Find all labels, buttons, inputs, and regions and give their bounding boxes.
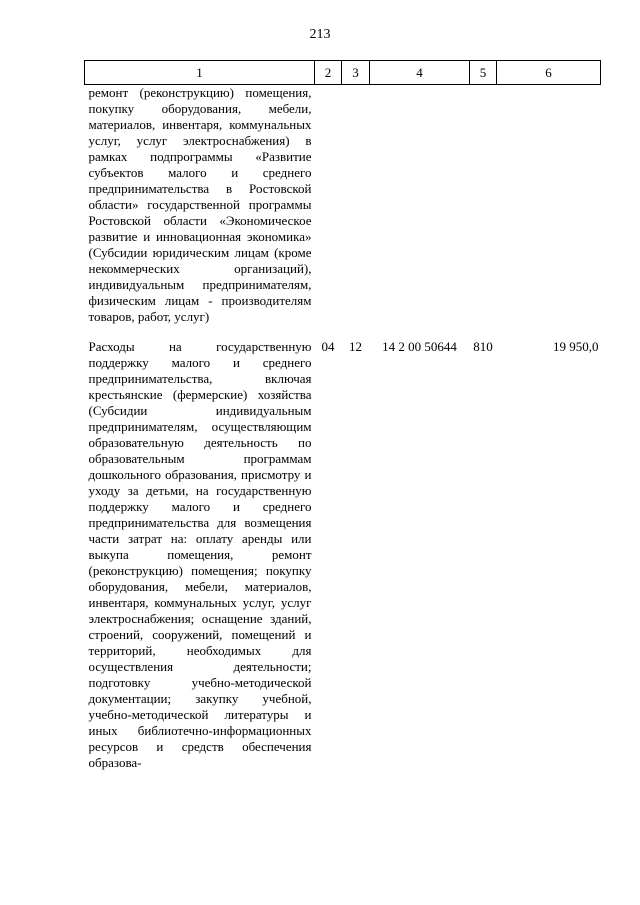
table-header-row: [85, 61, 601, 85]
column-header: 5: [470, 61, 497, 85]
row-target-article: 14 2 00 50644: [382, 339, 457, 354]
column-header: 4: [370, 61, 470, 85]
table-row: [85, 325, 601, 771]
column-header: 6: [497, 61, 601, 85]
row-subsection: 12: [349, 339, 362, 354]
row-section: [315, 85, 342, 326]
row-subsection: [342, 85, 370, 326]
row-description: ремонт (реконструкцию) помещения, покупку оборудования, мебели, материалов, инвентаря, коммунальных услуг, услуг электроснабжения) в рамках подпрограммы «Развитие субъектов малого и среднего предпринимательства в Ростовской области» государственной программы Ростовской области «Экономическое развитие и инновационная экономика» (Субсидии юридическим лицам (кроме некоммерческих организаций), индивидуальным предпринимателям, физическим лицам - производителям товаров, работ, услуг): [88, 85, 312, 324]
table-row: [85, 85, 601, 326]
row-expense-type: 810: [473, 339, 493, 354]
column-header: 2: [315, 61, 342, 85]
page-number: 213: [309, 27, 331, 42]
row-target-article: [370, 85, 470, 326]
column-header: 1: [85, 61, 315, 85]
row-description: Расходы на государственную поддержку малого и среднего предпринимательства, включая крестьянские (фермерские) хозяйства (Субсидии индивидуальным предпринимателям, осуществляющим образовательную деятельность по образовательным программам дошкольного образования, присмотру и уходу за детьми, на государственную поддержку малого и среднего предпринимательства для возмещения части затрат на: оплату аренды или выкупа помещения, ремонт (реконструкцию) помещения; покупку оборудования, мебели, материалов, инвентаря, коммунальных услуг, услуг электроснабжения; оснащение зданий, строений, сооружений, помещений и территорий, необходимых для осуществления деятельности; подготовку учебно-методической документации; закупку учебной, учебно-методической литературы и иных библиотечно-информационных ресурсов и средств обеспечения образова-: [88, 339, 312, 770]
budget-table: [84, 60, 601, 771]
row-expense-type: [470, 85, 497, 326]
column-header: 3: [342, 61, 370, 85]
row-section: 04: [321, 339, 335, 354]
row-amount: 19 950,0: [553, 339, 599, 354]
row-amount: [497, 85, 601, 326]
